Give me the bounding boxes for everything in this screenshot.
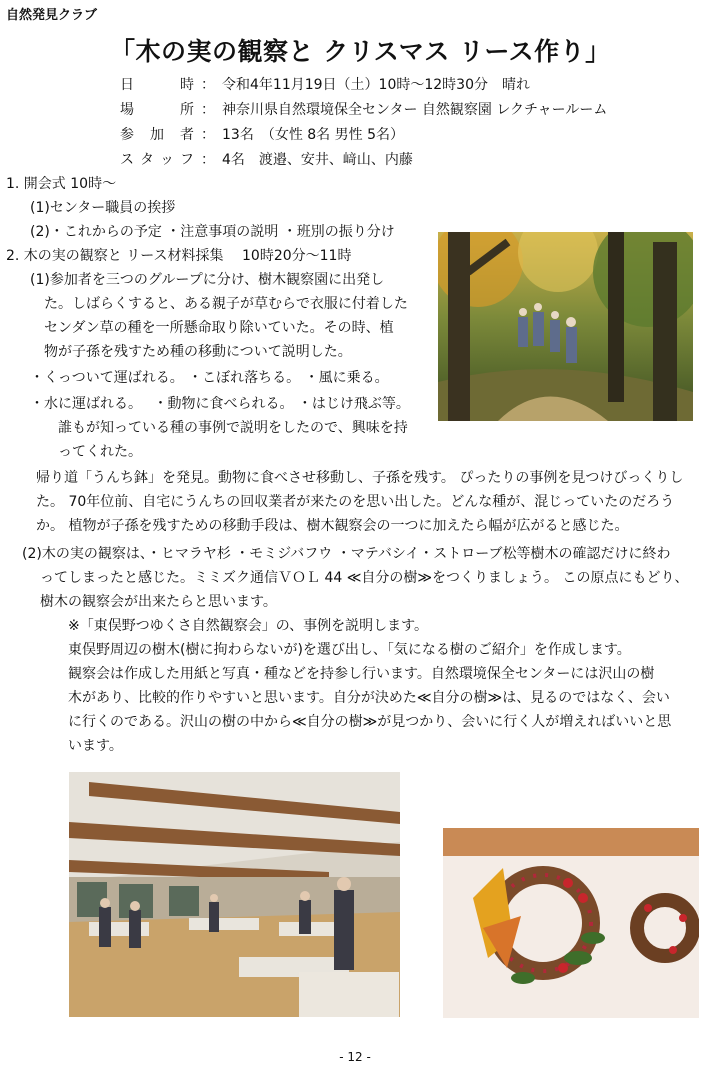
- christmas-wreath-photo: [443, 828, 699, 1018]
- para-4-line: ※「東俣野つゆくさ自然観察会」の、事例を説明します。: [68, 618, 429, 634]
- para-4-line: 木があり、比較的作りやすいと思います。自分が決めた≪自分の樹≫は、見るのではなく、会い: [68, 690, 670, 706]
- lecture-room-photo: [69, 772, 400, 1017]
- para-2-line: た。 70年位前、自宅にうんちの回収業者が来たのを思い出した。どんな種が、混じっていたのだろう: [36, 494, 675, 510]
- para-4-line: に行くのである。沢山の樹の中から≪自分の樹≫が見つかり、会いに行く人が増えればいいと思: [68, 714, 672, 730]
- para-1-line: ってくれた。: [58, 444, 142, 460]
- section-2-heading: 2. 木の実の観察と リース材料採集 10時20分～11時: [6, 248, 352, 264]
- section-1-item-1: (1)センター職員の挨拶: [30, 200, 176, 216]
- info-participants: 参加者 ： 13名 （女性 8名 男性 5名）: [120, 127, 404, 143]
- para-1-line: センダン草の種を一所懸命取り除いていた。その時、植: [44, 320, 394, 336]
- para-2-line: か。 植物が子孫を残すための移動手段は、樹木観察会の一つに加えたら幅が広がると感じた。: [36, 518, 629, 534]
- page-title: 「木の実の観察と クリスマス リース作り」: [110, 37, 611, 66]
- para-1-line: ・くっついて運ばれる。 ・こぼれ落ちる。 ・風に乗る。: [30, 370, 389, 386]
- para-1-line: た。しばらくすると、ある親子が草むらで衣服に付着した: [44, 296, 408, 312]
- forest-walk-photo: [438, 232, 693, 421]
- page-number: - 12 -: [339, 1050, 371, 1064]
- info-date: 日 時 ： 令和4年11月19日（土）10時～12時30分 晴れ: [120, 77, 530, 93]
- para-2-line: 帰り道「うんち鉢」を発見。動物に食べさせ移動し、子孫を残す。 ぴったりの事例を見つけびっくりし: [36, 470, 684, 486]
- para-4-line: 観察会は作成した用紙と写真・種などを持参し行います。自然環境保全センターには沢山の樹: [68, 666, 655, 682]
- info-place: 場 所 ： 神奈川県自然環境保全センター 自然観察園 レクチャールーム: [120, 102, 608, 118]
- para-1-line: 物が子孫を残すため種の移動について説明した。: [44, 344, 352, 360]
- info-staff: スタッフ ： 4名 渡邉、安井、﨑山、内藤: [120, 152, 413, 168]
- para-3-line: (2)木の実の観察は、・ヒマラヤ杉 ・モミジバフウ ・マテバシイ・ストローブ松等樹木の確認だけに終わ: [22, 546, 671, 562]
- para-1-line: ・水に運ばれる。 ・動物に食べられる。 ・はじけ飛ぶ等。: [30, 396, 410, 412]
- section-1-item-2: (2)・これからの予定 ・注意事項の説明 ・班別の振り分け: [30, 224, 395, 240]
- para-4-line: 東俣野周辺の樹木(樹に拘わらないが)を選び出し、「気になる樹のご紹介」を作成します。: [68, 642, 631, 658]
- para-1-line: 誰もが知っている種の事例で説明をしたので、興味を持: [58, 420, 408, 436]
- para-4-line: います。: [68, 738, 123, 754]
- club-name: 自然発見クラブ: [6, 8, 98, 23]
- para-1-line: (1)参加者を三つのグループに分け、樹木観察園に出発し: [30, 272, 385, 288]
- para-3-line: 樹木の観察会が出来たらと思います。: [40, 594, 277, 610]
- section-1-heading: 1. 開会式 10時～: [6, 176, 117, 192]
- para-3-line: ってしまったと感じた。ミミズク通信ＶＯＬ 44 ≪自分の樹≫をつくりましょう。 この原点にもどり、: [40, 570, 689, 586]
